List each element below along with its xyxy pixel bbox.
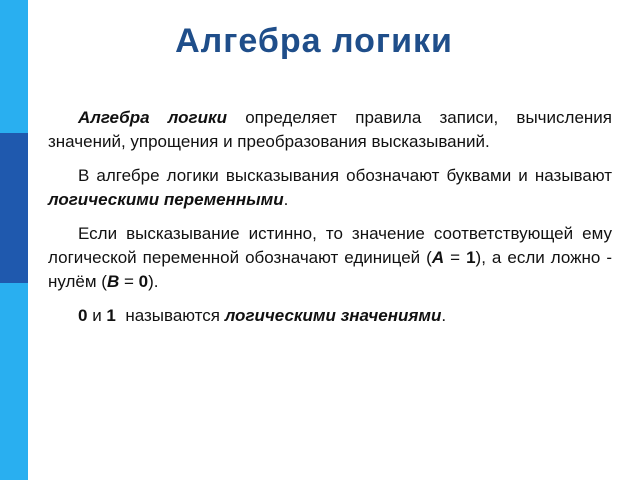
decorative-side-band-accent — [0, 133, 28, 283]
paragraph-text: . — [283, 190, 289, 209]
paragraph-text: . — [441, 306, 447, 325]
term-logical-values: логическими значениями — [224, 306, 442, 325]
paragraph-text: ). — [148, 272, 159, 291]
paragraph-variables — [48, 164, 612, 212]
variable-a: A — [431, 248, 445, 267]
page-title: Алгебра логики — [175, 22, 453, 60]
paragraph-text: называются — [115, 306, 225, 325]
paragraph-text: и — [87, 306, 107, 325]
value-zero: 0 — [78, 306, 88, 325]
variable-b: B — [106, 272, 120, 291]
paragraph-definition — [48, 106, 612, 154]
value-one: 1 — [106, 306, 116, 325]
term-logical-variables: логическими переменными — [48, 190, 284, 209]
term-logic-algebra: Алгебра логики — [78, 108, 227, 127]
paragraph-text: определяет правила записи, вычисления значений, упрощения и преобразования высказываний. — [48, 108, 612, 151]
value-one: 1 — [466, 248, 476, 267]
paragraph-text: ), а если ложно - нулём ( — [48, 248, 613, 291]
equals-sign: = — [444, 248, 467, 267]
paragraph-text: Если высказывание истинно, то значение соответствующей ему логической переменной обозначают единицей ( — [48, 224, 612, 267]
paragraph-truth-values — [48, 222, 612, 294]
paragraph-text: В алгебре логики высказывания обозначают буквами и называют — [78, 166, 612, 185]
value-zero: 0 — [138, 272, 149, 291]
slide-content — [48, 106, 612, 338]
paragraph-logical-values — [48, 304, 612, 328]
equals-sign: = — [119, 272, 139, 291]
